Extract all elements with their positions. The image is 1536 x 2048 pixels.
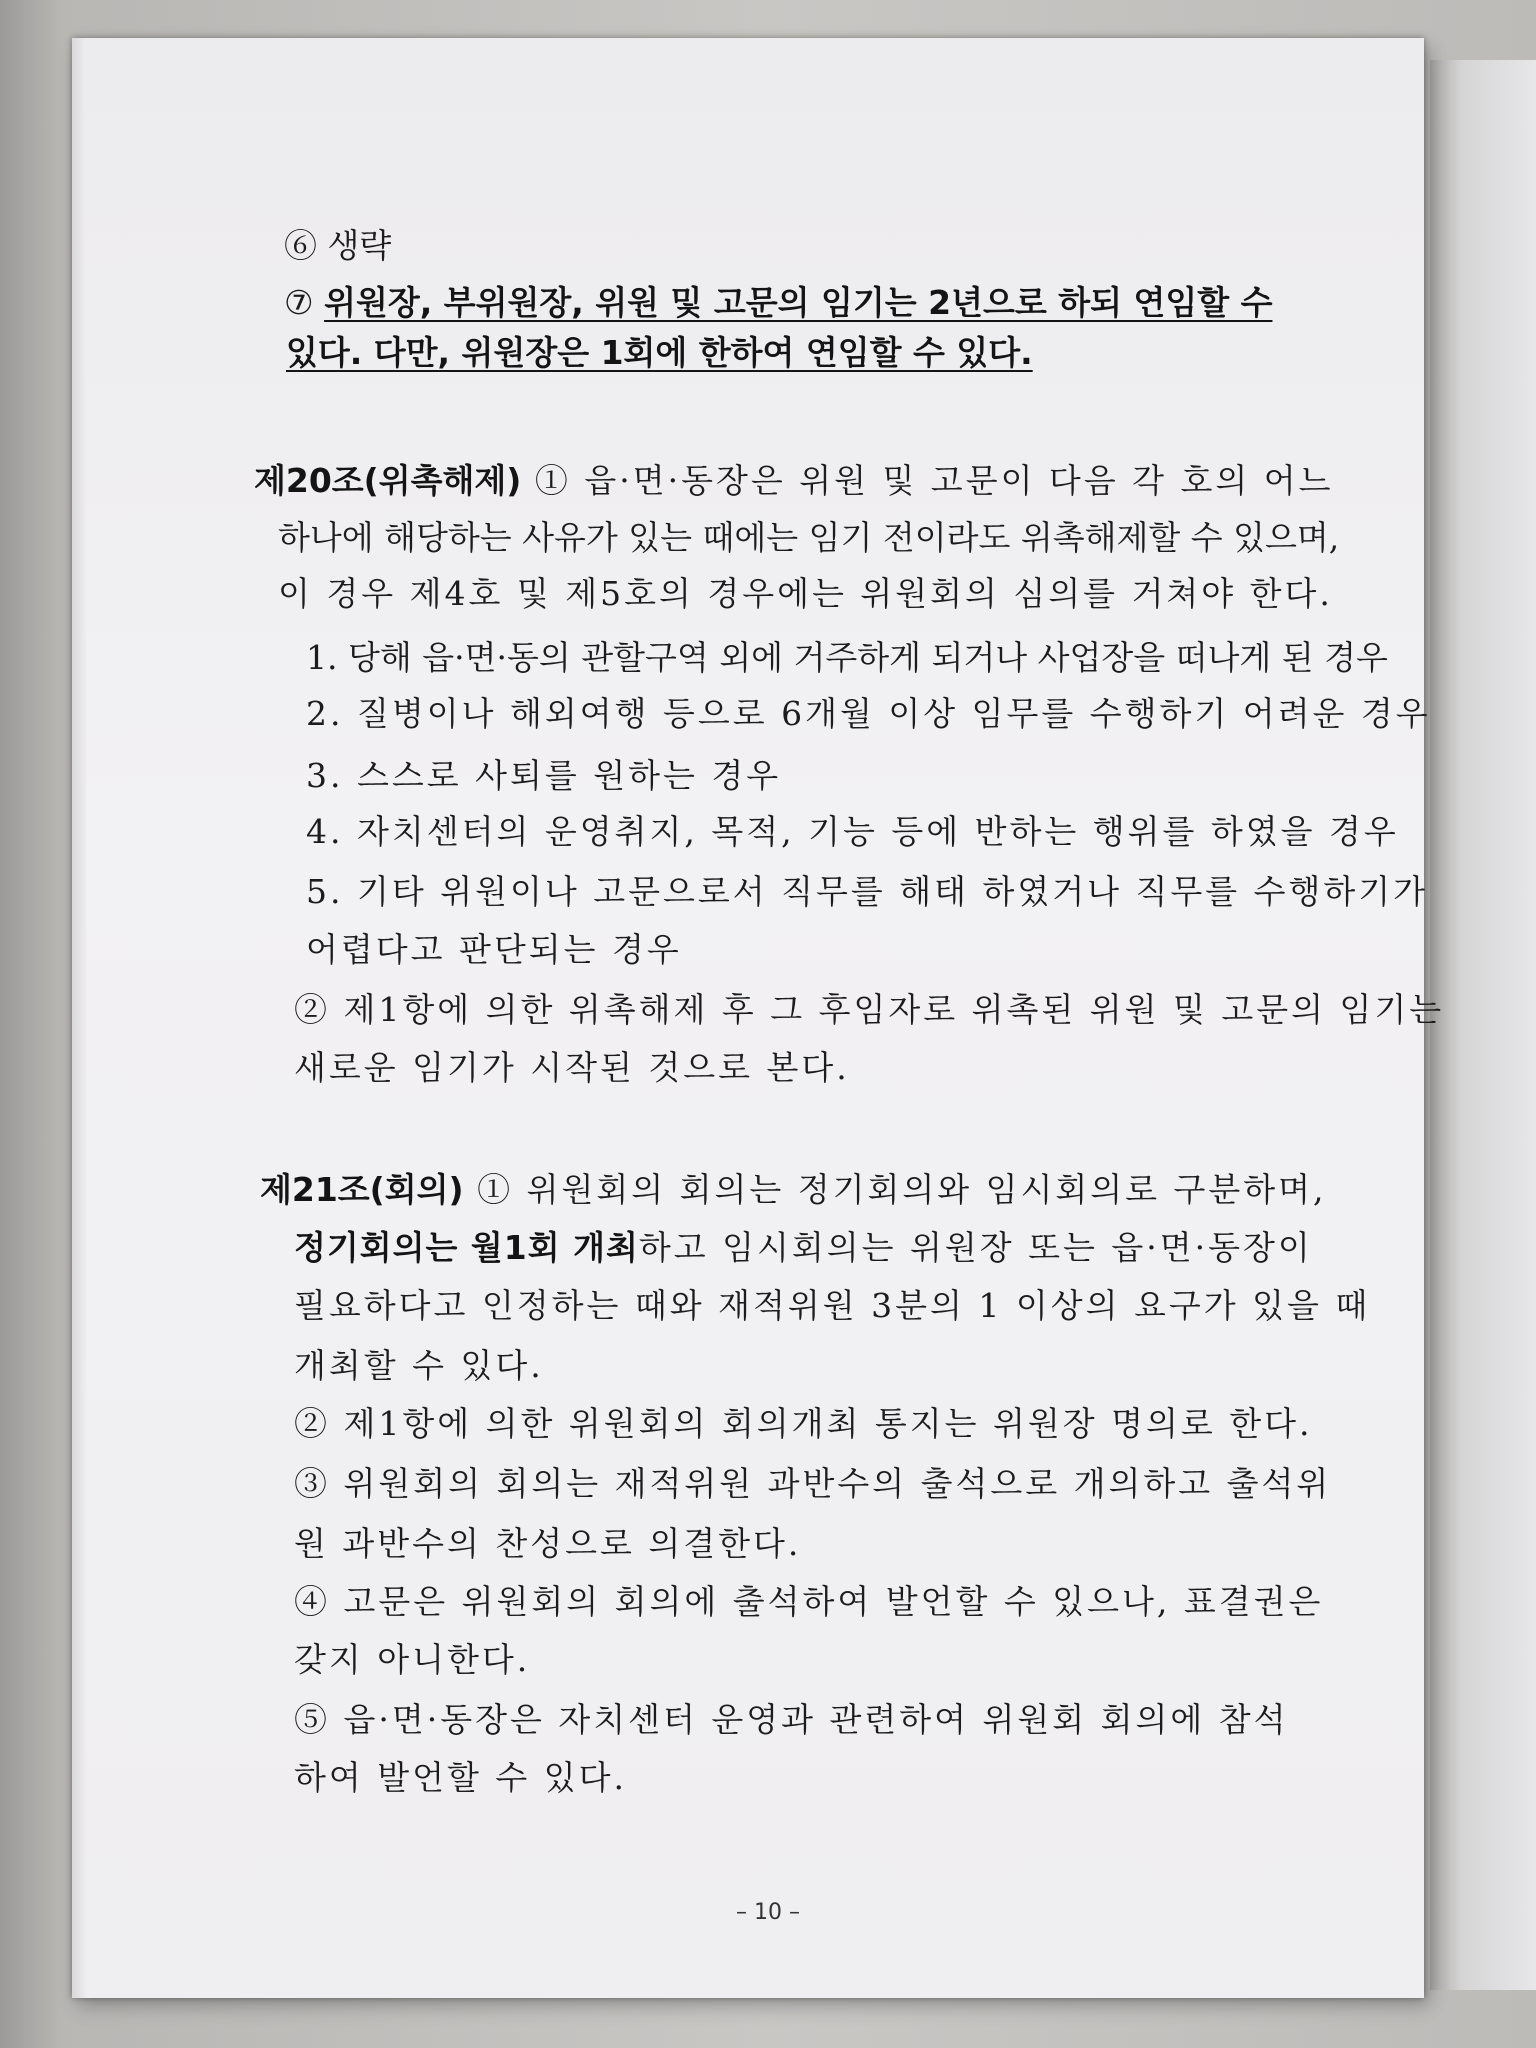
clause20-line1 xyxy=(254,461,1334,501)
clause21-line1-text: ① 위원회의 회의는 정기회의와 임시회의로 구분하며, xyxy=(463,1170,1327,1209)
clause19-item7-line2: 있다. 다만, 위원장은 1회에 한하여 연임할 수 있다. xyxy=(286,333,1033,372)
clause20-line2: 하나에 해당하는 사유가 있는 때에는 임기 전이라도 위촉해제할 수 있으며, xyxy=(278,518,1340,557)
clause20-list-item: 2. 질병이나 해외여행 등으로 6개월 이상 임무를 수행하기 어려운 경우 xyxy=(306,694,1431,733)
clause20-list-item-cont: 어렵다고 판단되는 경우 xyxy=(306,930,682,969)
clause20-line1-text: ① 읍·면·동장은 위원 및 고문이 다음 각 호의 어느 xyxy=(521,461,1334,500)
emphasized-text: 정기회의는 월1회 개최 xyxy=(294,1228,639,1267)
clause20-list-item: 4. 자치센터의 운영취지, 목적, 기능 등에 반하는 행위를 하였을 경우 xyxy=(306,812,1399,851)
item-marker: ⑦ xyxy=(284,283,325,322)
clause20-para2-line1: ② 제1항에 의한 위촉해제 후 그 후임자로 위촉된 위원 및 고문의 임기는 xyxy=(294,990,1445,1029)
clause20-list-item: 1. 당해 읍·면·동의 관할구역 외에 거주하게 되거나 사업장을 떠나게 된 경우 xyxy=(306,638,1388,677)
clause19-item6: ⑥ 생략 xyxy=(284,226,392,265)
clause21-para4-line1: ④ 고문은 위원회의 회의에 출석하여 발언할 수 있으나, 표결권은 xyxy=(294,1582,1324,1621)
clause21-para2: ② 제1항에 의한 위원회의 회의개최 통지는 위원장 명의로 한다. xyxy=(294,1404,1313,1443)
clause20-list-item: 3. 스스로 사퇴를 원하는 경우 xyxy=(306,756,782,795)
clause20-heading: 제20조(위촉해제) xyxy=(254,461,522,500)
clause21-para5-line1: ⑤ 읍·면·동장은 자치센터 운영과 관련하여 위원회 회의에 참석 xyxy=(294,1700,1289,1739)
clause21-heading: 제21조(회의) xyxy=(260,1170,464,1209)
clause21-line2 xyxy=(294,1228,1313,1268)
clause21-line2-text: 하고 임시회의는 위원장 또는 읍·면·동장이 xyxy=(638,1228,1313,1267)
page-binding-edge xyxy=(72,38,86,1998)
next-page-edge xyxy=(1430,60,1536,1990)
clause21-line1 xyxy=(260,1170,1326,1210)
page-number: – 10 – xyxy=(736,1900,800,1925)
clause21-para3-line1: ③ 위원회의 회의는 재적위원 과반수의 출석으로 개의하고 출석위 xyxy=(294,1464,1332,1503)
clause21-para3-line2: 원 과반수의 찬성으로 의결한다. xyxy=(294,1524,802,1563)
clause20-para2-line2: 새로운 임기가 시작된 것으로 본다. xyxy=(294,1048,850,1087)
clause20-line3: 이 경우 제4호 및 제5호의 경우에는 위원회의 심의를 거쳐야 한다. xyxy=(278,574,1333,613)
clause21-line3: 필요하다고 인정하는 때와 재적위원 3분의 1 이상의 요구가 있을 때 xyxy=(294,1286,1371,1325)
clause19-item7-line1 xyxy=(284,283,1272,323)
clause21-line4: 개최할 수 있다. xyxy=(294,1346,544,1385)
clause21-para4-line2: 갖지 아니한다. xyxy=(294,1640,531,1679)
clause21-para5-line2: 하여 발언할 수 있다. xyxy=(294,1758,627,1797)
clause20-list-item: 5. 기타 위원이나 고문으로서 직무를 해태 하였거나 직무를 수행하기가 xyxy=(306,872,1428,911)
amended-text: 위원장, 부위원장, 위원 및 고문의 임기는 2년으로 하되 연임할 수 xyxy=(324,283,1273,322)
